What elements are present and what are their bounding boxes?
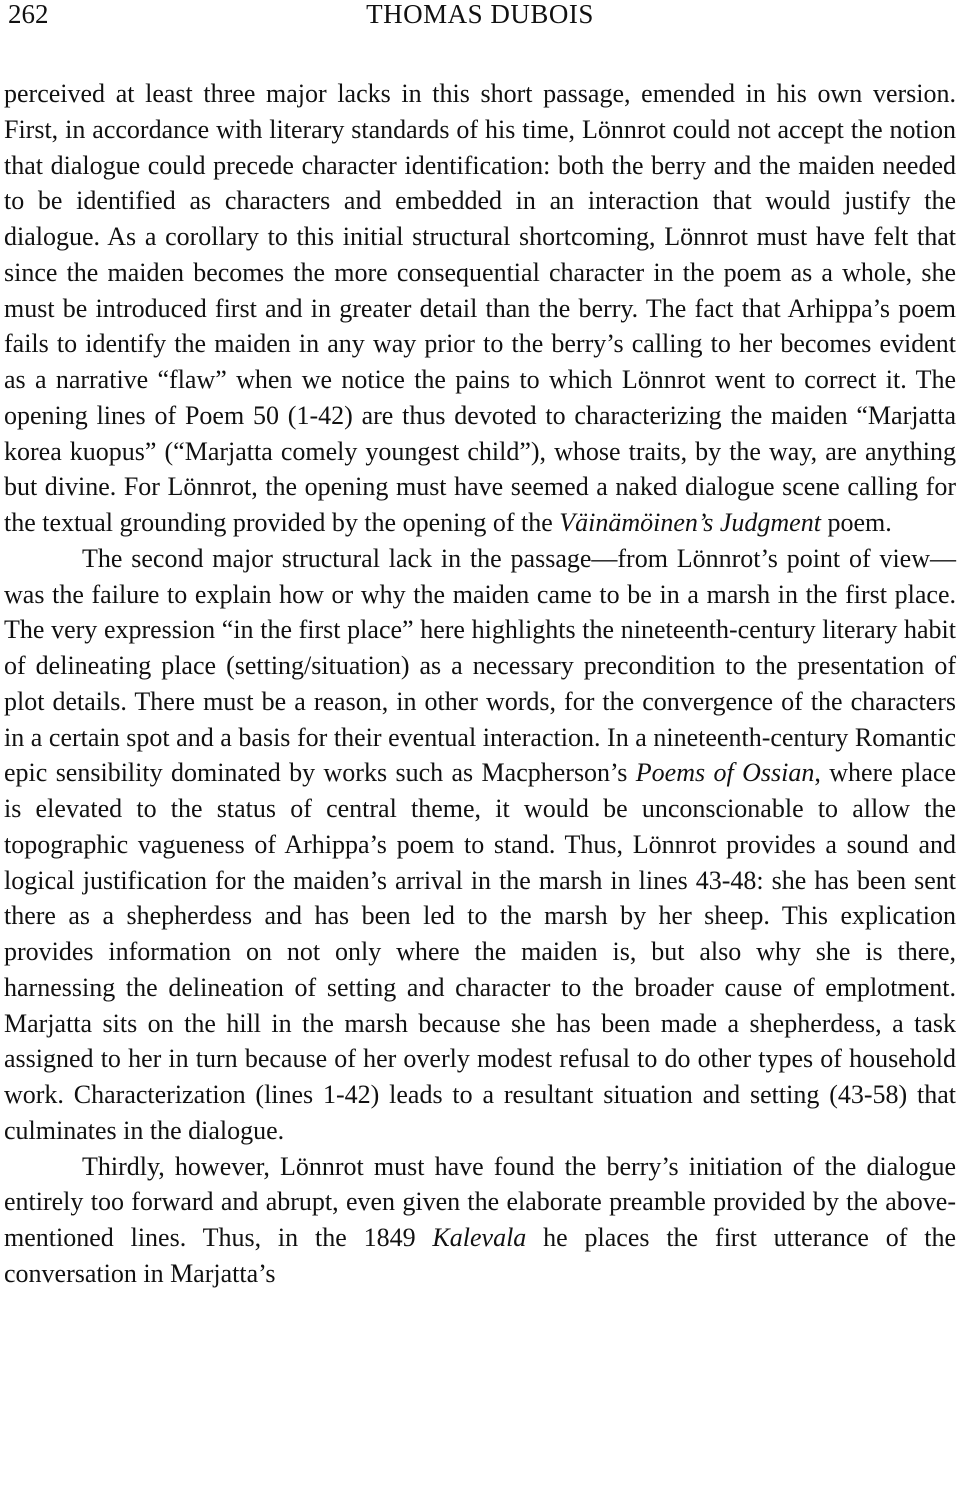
paragraph-text: , where place is elevated to the status of central theme, it would be unconscionable to allow the topographic vagueness of Arhippa’s poem to stand. Thus, Lönnrot provides a sound and logical justification for the maiden’s arrival in the marsh in lines 43-48: she has been sent there as a shepherdess and has been led to the marsh by her sheep. This explication provides information on not only where the maiden is, but also why she is there, harnessing the delineation of setting and character to the broader cause of emplotment. Marjatta sits on the hill in the marsh because she has been made a shepherdess, a task assigned to her in turn because of her overly modest refusal to do other types of household work. Characterization (lines 1-42) leads to a resultant situation and setting (43-58) that culminates in the dialogue.	[4, 758, 956, 1145]
paragraph-text: perceived at least three major lacks in this short passage, emended in his own version. First, in accordance with literary standards of his time, Lönnrot could not accept the notion that dialogue could precede character identification: both the berry and the maiden needed to be identified as characters and embedded in an interaction that would justify the dialogue. As a corollary to this initial structural shortcoming, Lönnrot must have felt that since the maiden becomes the more consequential character in the poem as a whole, she must be introduced first and in greater detail than the berry. The fact that Arhippa’s poem fails to identify the maiden in any way prior to the berry’s calling to her becomes evident as a narrative “flaw” when we notice the pains to which Lönnrot went to correct it. The opening lines of Poem 50 (1-42) are thus devoted to characterizing the maiden “Marjatta korea kuopus” (“Marjatta comely youngest child”), whose traits, by the way, are anything but divine. For Lönnrot, the opening must have seemed a naked dialogue scene calling for the textual grounding provided by the opening of the	[4, 79, 956, 537]
body-text	[4, 76, 956, 1292]
paragraph-2	[4, 541, 956, 1149]
running-head-author: THOMAS DUBOIS	[366, 0, 594, 29]
paragraph-text: he places the first utterance of the conversation in Marjatta’s	[4, 1223, 957, 1288]
paragraph-3	[4, 1149, 956, 1292]
page-number: 262	[8, 0, 49, 29]
italic-title: Kalevala	[432, 1223, 527, 1252]
paragraph-text: poem.	[820, 508, 892, 537]
paragraph-text: The second major structural lack in the passage—from Lönnrot’s point of view—was the failure to explain how or why the maiden came to be in a marsh in the first place. The very expression “in the first place” here highlights the nineteenth-century literary habit of delineating place (setting/situation) as a necessary precondition to the presentation of plot details. There must be a reason, in other words, for the convergence of the characters in a certain spot and a basis for their eventual interaction. In a nineteenth-century Romantic epic sensibility dominated by works such as Macpherson’s	[4, 543, 956, 788]
paragraph-text: Thirdly, however, Lönnrot must have found the berry’s initiation of the dialogue entirely too forward and abrupt, even given the elaborate preamble provided by the above-mentioned lines. Thus, in the 1849	[4, 1151, 956, 1252]
italic-title: Väinämöinen’s Judgment	[559, 508, 821, 537]
italic-title: Poems of Ossian	[635, 758, 815, 788]
running-head	[4, 0, 956, 56]
paragraph-1	[4, 76, 956, 541]
